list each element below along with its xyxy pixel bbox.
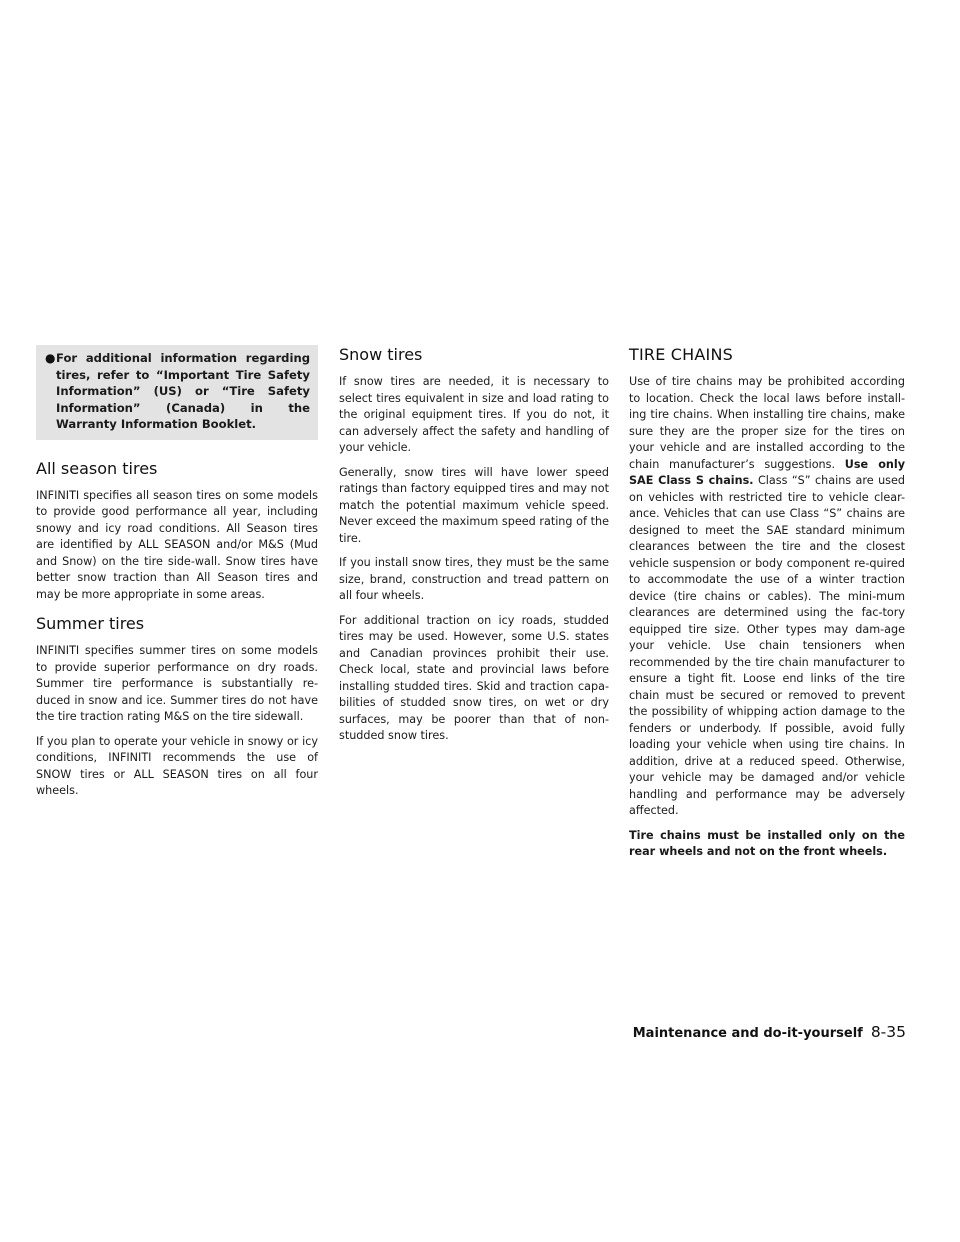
left-column <box>36 345 318 808</box>
snow-paragraph-1: If snow tires are needed, it is necessary to select tires equivalent in size and load rating to the original equipment tires. If you do not, it can adversely affect the safety and handling of your vehicle. <box>339 375 609 454</box>
section-title: Maintenance and do-it-yourself <box>632 1026 863 1041</box>
summer-paragraph-2: If you plan to operate your vehicle in snowy or icy conditions, INFINITI recommends the use of SNOW tires or ALL SEASON tires on all four wheels. <box>36 734 318 797</box>
right-column <box>629 345 905 869</box>
all-season-tires-heading: All season tires <box>36 458 158 478</box>
chains-intro-text: Use of tire chains may be prohibited according to location. Check the local laws before install-ing tire chains. When installing tire chains, make sure they are the proper size for the tires on your vehicle and are installed according to the chain manufacturer’s suggestions. <box>629 375 905 471</box>
all-season-paragraph: INFINITI specifies all season tires on some models to provide good performance all year, including snowy and icy road conditions. All Season tires are identified by ALL SEASON and/or M&S (Mud and Snow) on the tire side-wall. Snow tires have better snow traction than All Season tires and may be more appropriate in some areas. <box>36 488 318 601</box>
summer-tires-heading: Summer tires <box>36 614 145 633</box>
note-text: For additional information regarding tires, refer to “Important Tire Safety Information” (US) or “Tire Safety Information” (Canada) in the Warranty Information Booklet. <box>56 351 310 431</box>
tire-chains-heading: TIRE CHAINS <box>629 345 733 364</box>
chains-paragraph-1 <box>629 374 905 820</box>
summer-paragraph-1: INFINITI specifies summer tires on some models to provide superior performance on dry roads. Summer tire performance is substantially re-duced in snow and ice. Summer tires do not have the tire traction rating M&S on the tire sidewall. <box>36 644 318 723</box>
page-footer <box>630 1023 906 1041</box>
snow-paragraph-2: Generally, snow tires will have lower speed ratings than factory equipped tires and may not match the potential maximum vehicle speed. Never exceed the maximum speed rating of the tire. <box>339 465 609 545</box>
page-number: 8-35 <box>870 1023 906 1041</box>
chains-warning-paragraph: Tire chains must be installed only on the rear wheels and not on the front wheels. <box>629 828 905 858</box>
middle-column <box>339 345 609 753</box>
bullet-icon: ● <box>45 351 56 365</box>
chains-details-text: Class “S” chains are used on vehicles with restricted tire to vehicle clear-ance. Vehicles that can use Class “S” chains are designed to meet the SAE standard minimum clearances between the tire and the closest vehicle suspension or body component re-quired to accommodate the use of a winter traction device (tire chains or cables). The mini-mum clearances are determined using the fac-tory equipped tire size. Other types may dam-age your vehicle. Use chain tensioners when recommended by the tire chain manufacturer to ensure a tight fit. Loose end links of the tire chain must be secured or removed to prevent the possibility of whipping action damage to the fenders or underbody. If possible, avoid fully loading your vehicle when using tire chains. In addition, drive at a reduced speed. Otherwise, your vehicle may be damaged and/or vehicle handling and performance may be adversely affected. <box>629 474 905 817</box>
chains-class-s-emphasis: Use only SAE Class S chains. <box>629 457 905 487</box>
snow-paragraph-3: If you install snow tires, they must be the same size, brand, construction and tread pattern on all four wheels. <box>339 556 609 602</box>
snow-tires-heading: Snow tires <box>339 345 423 364</box>
snow-paragraph-4: For additional traction on icy roads, studded tires may be used. However, some U.S. states and Canadian provinces prohibit their use. Check local, state and provincial laws before installing studded tires. Skid and traction capa-bilities of studded snow tires, on wet or dry surfaces, may be poorer than that of non-studded snow tires. <box>339 613 609 742</box>
tire-safety-note <box>36 345 318 440</box>
